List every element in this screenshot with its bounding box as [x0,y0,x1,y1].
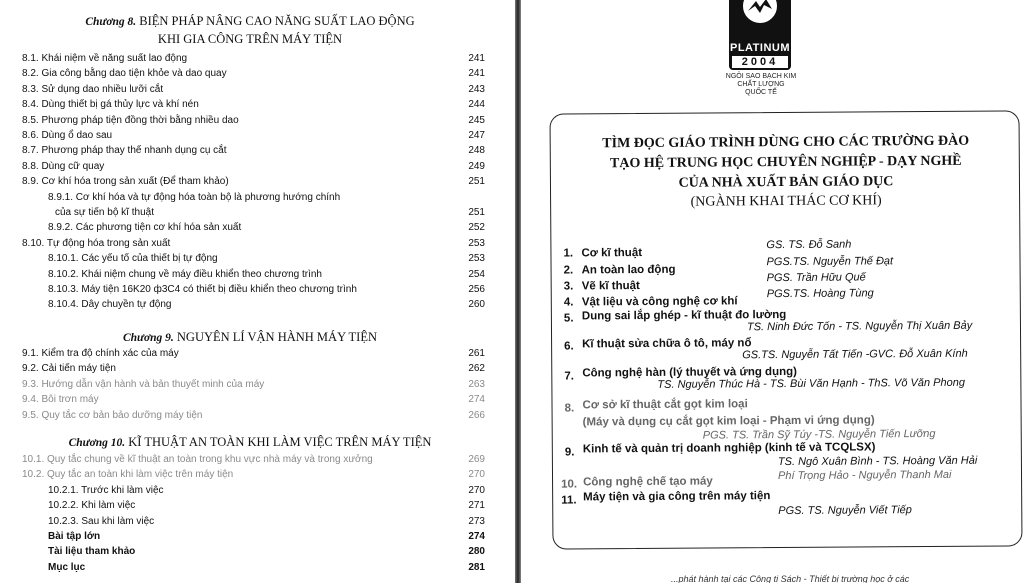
chapter-9-label: Chương 9. [122,332,174,344]
toc-entry-page: 274 [468,531,485,542]
book-title: Vẽ kĩ thuật [581,280,640,293]
toc-row [0,191,515,205]
toc-row [0,283,515,297]
toc-entry-title: 8.10.1. Các yếu tố của thiết bị tự động [48,253,218,265]
toc-entry-title: của sự tiến bộ kĩ thuật [55,207,154,218]
book-title: Công nghệ hàn (lý thuyết và ứng dụng) [582,365,798,380]
toc-row [0,409,515,423]
award-caption-3: QUỐC TẾ [745,89,777,96]
toc-row [0,347,515,361]
toc-entry-title: 8.8. Dùng cữ quay [22,160,105,172]
toc-row [0,515,515,529]
book-subtitle: (Máy và dụng cụ cắt gọt kim loại - Phạm vi ứng dụng) [582,414,875,429]
toc-entry-title: 8.5. Phương pháp tiện đồng thời bằng nhiều dao [22,114,239,126]
toc-entry-page: 270 [468,469,485,481]
toc-entry-page: 241 [468,68,485,80]
box-title-line-1: TÌM ĐỌC GIÁO TRÌNH DÙNG CHO CÁC TRƯỜNG ĐÀO [602,133,970,152]
toc-entry-title: 8.9.2. Các phương tiện cơ khí hóa sản xuất [48,222,242,234]
award-caption-2: CHẤT LƯỢNG [737,81,785,88]
toc-row [0,206,515,220]
toc-entry-title: Tài liệu tham khảo [48,546,136,558]
toc-entry-page: 249 [468,160,485,172]
toc-entry-title: 8.6. Dùng ổ dao sau [22,130,113,141]
toc-entry-page: 247 [468,130,485,141]
toc-entry-page: 254 [468,268,485,280]
book-title: Dung sai lắp ghép - kĩ thuật đo lường [581,308,787,323]
book-author: PGS. TS. Nguyễn Viết Tiếp [778,504,912,518]
book-title: Cơ kĩ thuật [581,247,643,260]
book-title: Kinh tế và quản trị doanh nghiệp (kinh tế và TCQLSX) [582,441,876,456]
award-year: 2004 [732,56,788,68]
toc-row [0,268,515,282]
toc-row [0,561,515,575]
chapter-8-subtitle: KHI GIA CÔNG TRÊN MÁY TIỆN [157,32,343,46]
book-number: 8. [564,402,575,415]
chapter-8-label: Chương 8. [85,16,137,28]
book-author: TS. Ninh Đức Tốn - TS. Nguyễn Thị Xuân Bảy [746,319,973,334]
toc-entry-title: 10.2.2. Khi làm việc [48,500,136,512]
box-title-line-4: (NGÀNH KHAI THÁC CƠ KHÍ) [690,193,882,210]
recommended-books-box [549,110,1022,549]
toc-entry-title: 8.10.2. Khái niệm chung về máy điều khiển theo chương trình [48,268,322,280]
box-title-line-3: CỦA NHÀ XUẤT BẢN GIÁO DỤC [678,174,894,191]
toc-row [0,545,515,559]
book-author: PGS. TS. Trần Sỹ Túy -TS. Nguyễn Tiến Lưỡng [702,427,936,442]
toc-row [0,67,515,81]
book-title: Kĩ thuật sửa chữa ô tô, máy nổ [582,337,752,351]
toc-row [0,252,515,266]
toc-entry-title: 8.7. Phương pháp thay thế nhanh dụng cụ cắt [22,145,227,157]
chapter-8-title: BIỆN PHÁP NÂNG CAO NĂNG SUẤT LAO ĐỘNG [139,14,415,28]
quality-award-badge [729,0,791,70]
footer-note: ...phát hành tại các Công ti Sách - Thiết bị trường học ở các [671,574,910,583]
toc-entry-title: 9.4. Bôi trơn máy [22,394,99,406]
chapter-8-heading [0,14,500,29]
toc-entry-page: 245 [468,114,485,126]
book-title: Máy tiện và gia công trên máy tiện [583,490,771,504]
toc-entry-page: 248 [468,145,485,157]
toc-entry-page: 243 [468,83,485,95]
toc-entry-title: 8.9. Cơ khí hóa trong sản xuất (Để tham khảo) [22,176,229,188]
toc-row [0,468,515,482]
chapter-10-label: Chương 10. [68,437,126,449]
toc-row [0,237,515,251]
toc-entry-page: 253 [468,237,485,249]
toc-row [0,393,515,407]
toc-row [0,298,515,312]
toc-entry-page: 244 [468,99,485,111]
toc-row [0,144,515,158]
toc-row [0,453,515,467]
book-number: 2. [563,264,574,277]
toc-row [0,221,515,235]
toc-entry-title: 8.2. Gia công bằng dao tiện khỏe và dao quay [22,68,227,80]
book-number: 10. [561,478,578,491]
toc-entry-title: Mục lục [48,561,86,573]
book-title: Công nghệ chế tạo máy [583,475,713,489]
toc-entry-title: 8.3. Sử dụng dao nhiều lưỡi cắt [22,83,164,95]
book-author: PGS. Trần Hữu Quế [766,271,866,285]
toc-entry-title: 10.2.1. Trước khi làm việc [48,484,164,496]
toc-row [0,175,515,189]
toc-entry-page: 263 [468,378,485,390]
toc-row [0,484,515,498]
book-title: An toàn lao động [581,263,676,277]
book-number: 9. [564,446,575,459]
toc-entry-page: 271 [468,500,485,512]
toc-entry-page: 260 [468,299,485,311]
toc-entry-page: 256 [468,284,485,295]
toc-entry-page: 274 [468,394,485,406]
book-number: 1. [563,247,574,260]
book-author: GS. TS. Đỗ Sanh [766,238,852,252]
toc-entry-page: 280 [468,546,485,558]
toc-entry-title: 9.1. Kiểm tra độ chính xác của máy [22,348,179,359]
toc-row [0,83,515,97]
book-author: Phí Trọng Hảo - Nguyễn Thanh Mai [777,468,952,483]
book-number: 7. [564,370,574,383]
book-author: TS. Ngô Xuân Bình - TS. Hoàng Văn Hải [777,454,978,469]
toc-entry-page: 266 [468,409,485,421]
book-number: 11. [561,494,577,507]
toc-row [0,362,515,376]
toc-entry-page: 273 [468,515,485,527]
book-author: TS. Nguyễn Thúc Hà - TS. Bùi Văn Hạnh - ThS. Võ Văn Phong [657,376,965,391]
toc-entry-page: 251 [468,207,485,218]
toc-entry-page: 251 [468,176,485,188]
toc-entry-page: 253 [468,253,485,265]
toc-entry-title: 8.4. Dùng thiết bị gá thủy lực và khí nén [22,99,199,111]
toc-entry-title: Bài tập lớn [48,531,101,542]
toc-entry-page: 269 [468,454,485,465]
toc-row [0,499,515,513]
toc-entry-page: 241 [468,53,485,64]
toc-entry-title: 10.2. Quy tắc an toàn khi làm việc trên máy tiện [22,469,234,481]
toc-entry-title: 8.10.3. Máy tiện 16K20 ф3C4 có thiết bị điều khiển theo chương trình [48,284,357,295]
toc-entry-title: 9.2. Cải tiến máy tiện [22,363,116,375]
chapter-9-title: NGUYÊN LÍ VẬN HÀNH MÁY TIỆN [176,330,377,344]
toc-entry-page: 252 [468,222,485,234]
box-title-line-2: TẠO HỆ TRUNG HỌC CHUYÊN NGHIỆP - DẠY NGHỀ [609,153,962,172]
toc-row [0,378,515,392]
award-level: PLATINUM [729,42,790,54]
chapter-10-title: KĨ THUẬT AN TOÀN KHI LÀM VIỆC TRÊN MÁY TIỆN [128,435,432,449]
toc-row [0,52,515,66]
book-number: 6. [564,340,574,353]
right-page [521,0,1024,583]
chapter-9-heading [0,330,500,345]
book-author: PGS.TS. Nguyễn Thế Đạt [766,255,894,269]
award-caption-1: NGÔI SAO BẠCH KIM [725,73,797,80]
toc-row [0,114,515,128]
book-number: 4. [563,296,574,309]
book-title: Vật liệu và công nghệ cơ khí [581,295,738,309]
award-emblem-icon [740,0,780,26]
book-author: GS.TS. Nguyễn Tất Tiến -GVC. Đỗ Xuân Kính [742,347,968,362]
toc-entry-page: 262 [468,363,485,375]
toc-entry-page: 270 [468,484,485,496]
toc-entry-title: 8.9.1. Cơ khí hóa và tự động hóa toàn bộ là phương hướng chính [48,191,341,203]
toc-entry-page: 281 [468,561,485,573]
toc-entry-title: 8.10.4. Dây chuyền tự động [48,299,172,311]
book-number: 5. [563,312,574,325]
book-author: PGS.TS. Hoàng Tùng [766,287,874,301]
toc-entry-title: 9.5. Quy tắc cơ bản bảo dưỡng máy tiện [22,409,203,421]
toc-entry-title: 9.3. Hướng dẫn vận hành và bản thuyết minh của máy [22,378,265,390]
chapter-10-heading [0,435,500,450]
toc-entry-title: 10.1. Quy tắc chung về kĩ thuật an toàn trong khu vực nhà máy và trong xưởng [22,454,373,465]
toc-entry-title: 8.1. Khái niệm về năng suất lao động [22,53,188,64]
toc-entry-title: 10.2.3. Sau khi làm việc [48,515,155,527]
book-number: 3. [563,280,574,293]
toc-row [0,98,515,112]
toc-row [0,530,515,544]
book-title: Cơ sở kĩ thuật cắt gọt kim loại [582,398,748,412]
toc-row [0,160,515,174]
toc-row [0,129,515,143]
toc-entry-page: 261 [468,348,485,359]
toc-entry-title: 8.10. Tự động hóa trong sản xuất [22,237,171,249]
